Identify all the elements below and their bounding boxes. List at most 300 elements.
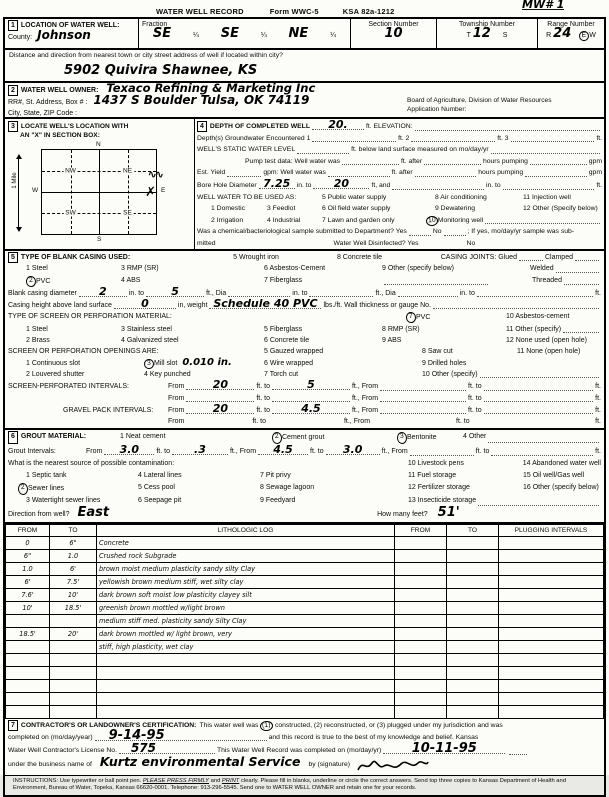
screen-item-6: 6 Concrete tile xyxy=(264,337,310,345)
litho-desc: brown moist medium plasticity sandy silty Clay xyxy=(97,562,395,575)
direction-value: East xyxy=(77,504,110,520)
casing-item-2: PVC xyxy=(36,277,51,285)
agency-name: Board of Agriculture, Division of Water Resources xyxy=(407,97,552,104)
from-label: From xyxy=(168,418,185,426)
cert-text-2b: and this record is true to the best of my knowledge and belief. Kansas xyxy=(268,734,479,742)
screen-intervals-label: SCREEN-PERFORATED INTERVALS: xyxy=(8,383,129,391)
contam-item-8: 8 Sewage lagoon xyxy=(260,484,315,492)
contam-item-5: 5 Cess pool xyxy=(138,484,175,492)
bore-diameter-value: 7.25 xyxy=(263,176,291,190)
ft-to-label: ft. to xyxy=(468,383,482,391)
use-item-11: 11 Injection well xyxy=(523,193,571,201)
plug-to xyxy=(447,601,499,614)
dotted-blank xyxy=(392,187,484,190)
grout-item-2-circled: 2 xyxy=(271,432,282,445)
owner-name: Texaco Refining & Marketing Inc xyxy=(106,81,316,95)
plug-to xyxy=(447,640,499,653)
screen-item-7: PVC xyxy=(416,314,431,322)
plug-to xyxy=(447,614,499,627)
litho-row-empty xyxy=(6,705,604,718)
section-1-number: 1 xyxy=(8,20,18,31)
openings-item-9: 9 Drilled holes xyxy=(422,359,467,367)
well-location-scribble: ∿∿ xyxy=(147,168,162,182)
ft-label: ft. xyxy=(595,394,601,402)
plug-to xyxy=(447,575,499,588)
dotted-blank xyxy=(484,411,594,414)
openings-item-3: Mill slot xyxy=(154,359,178,367)
section-grid xyxy=(41,149,162,235)
slot-size-value: 0.010 in. xyxy=(182,356,232,368)
litho-to xyxy=(50,692,97,705)
casing-welded-label: Welded xyxy=(530,265,554,273)
use-item-3: 3 Feedlot xyxy=(267,205,296,213)
quadrant-sw: SW xyxy=(65,209,76,217)
gpm-label: gpm xyxy=(588,169,603,177)
openings-item-1: 1 Continuous slot xyxy=(26,359,81,367)
litho-desc: dark brown mottled w/ light brown, very xyxy=(97,627,395,640)
compass-south: S xyxy=(97,236,102,243)
dotted-blank xyxy=(477,294,593,297)
ft-to-label: ft. to xyxy=(475,447,490,455)
dotted-blank xyxy=(410,453,474,456)
use-item-9: 9 Dewatering xyxy=(435,205,476,213)
form-number: Form WWC-5 xyxy=(269,7,319,16)
instructions-and: and xyxy=(210,777,221,784)
dotted-blank xyxy=(491,151,600,154)
dotted-blank xyxy=(491,453,593,456)
plug-desc xyxy=(499,666,604,679)
screen-item-2: 2 Brass xyxy=(26,337,50,345)
direction-label: Direction from well? xyxy=(8,510,70,518)
use-item-5: 5 Public water supply xyxy=(322,193,387,201)
screen-item-10: 10 Asbestos-cement xyxy=(506,313,570,321)
static-level-suffix: ft. below land surface measured on mo/day/yr xyxy=(351,146,489,154)
screen-item-4: 4 Galvanized steel xyxy=(121,337,179,345)
ft-from-label: ft., From xyxy=(351,383,379,391)
grout-item-1: 1 Neat cement xyxy=(120,433,166,441)
quadrant-nw: NW xyxy=(65,167,76,175)
compass-west: W xyxy=(32,187,39,194)
screen-interval-from: 20 xyxy=(212,378,228,392)
plug-from xyxy=(395,614,447,627)
pump-test-label: Pump test data: Well water was xyxy=(245,157,341,165)
grout-item-3-circled: 3 xyxy=(396,432,407,445)
township-s: S xyxy=(502,32,508,39)
casing-weight-value: Schedule 40 PVC xyxy=(213,297,318,311)
casing-clamped-label: Clamped xyxy=(544,254,573,261)
range-label: Range Number xyxy=(547,21,595,28)
contam-item-9: 9 Feedyard xyxy=(260,497,296,505)
grout-section xyxy=(5,430,604,523)
dotted-blank xyxy=(480,375,599,378)
form-body xyxy=(3,17,606,797)
ft-to-label: ft. to xyxy=(256,383,270,391)
casing-item-8: 8 Concrete tile xyxy=(336,254,383,261)
openings-title: SCREEN OR PERFORATION OPENINGS ARE: xyxy=(8,348,159,356)
ft-from-label: ft., From xyxy=(343,418,371,426)
grout-item-4: 4 Other xyxy=(463,433,487,441)
openings-item-7: 7 Torch cut xyxy=(264,370,299,378)
litho-row-empty xyxy=(6,653,604,666)
contam-item-16: 16 Other (specify below) xyxy=(523,484,599,492)
ft-to-label: ft. to xyxy=(252,418,266,426)
dotted-blank xyxy=(485,221,600,224)
screen-item-12: 12 None used (open hole) xyxy=(506,337,587,345)
dotted-blank xyxy=(384,282,488,285)
plug-desc xyxy=(499,692,604,705)
plug-to xyxy=(447,536,499,549)
use-item-12: 12 Other (Specify below) xyxy=(523,205,598,213)
casing-item-2-circled: 2 xyxy=(26,275,37,287)
litho-from xyxy=(6,666,50,679)
casing-item-6: 6 Asbestos-Cement xyxy=(264,265,326,273)
gravel-interval-from: 20 xyxy=(212,401,228,415)
dotted-blank xyxy=(563,330,599,333)
cert-title: CONTRACTOR'S OR LANDOWNER'S CERTIFICATION: xyxy=(20,721,197,729)
section-number-box xyxy=(351,19,437,48)
certification-section xyxy=(5,719,604,774)
dotted-blank xyxy=(227,174,261,177)
ft-to-label: ft. to xyxy=(256,394,270,402)
dotted-blank xyxy=(415,128,600,131)
plug-to xyxy=(447,692,499,705)
blank-diameter-in: 2 xyxy=(99,284,107,298)
quarter-glyph-2: ¼ xyxy=(260,32,267,39)
location-box xyxy=(5,19,139,48)
litho-from xyxy=(6,640,50,653)
in-to-label: in. to xyxy=(459,289,475,297)
litho-desc: yellowish brown medium stiff, wet silty clay xyxy=(97,575,395,588)
litho-from: 1.0 xyxy=(6,562,50,575)
township-value: 12 xyxy=(472,26,491,41)
cert-license-label: Water Well Contractor's License No. xyxy=(8,747,117,755)
litho-from: 10' xyxy=(6,601,50,614)
groundwater-label: Depth(s) Groundwater Encountered 1 xyxy=(197,134,311,142)
ft-after-label: ft. after xyxy=(391,169,413,177)
range-value: 24 xyxy=(553,26,572,41)
disinfected-question: Water Well Disinfected? Yes xyxy=(333,239,419,247)
in-to-label: in. to xyxy=(128,289,145,297)
ft-after-label: ft. after xyxy=(400,157,423,165)
compass-north: N xyxy=(96,141,101,148)
gpm-label: gpm xyxy=(588,157,603,165)
dotted-blank xyxy=(484,399,594,402)
instructions-block xyxy=(5,775,604,796)
contam-item-13: 13 Insecticide storage xyxy=(408,497,477,505)
blank-diameter-ft: 5 xyxy=(171,284,179,298)
application-number-label: Application Number: xyxy=(407,106,467,113)
in-to-label: in. to xyxy=(292,289,308,297)
fraction-value-1: SE xyxy=(152,26,172,41)
instructions-press-firmly: PLEASE PRESS FIRMLY xyxy=(142,777,209,784)
distance-value: 5902 Quivira Shawnee, KS xyxy=(64,63,258,78)
sample-no-label: No xyxy=(432,228,442,236)
dotted-blank xyxy=(525,174,587,177)
litho-to xyxy=(50,653,97,666)
plug-desc xyxy=(499,549,604,562)
plug-from xyxy=(395,679,447,692)
plug-desc xyxy=(499,653,604,666)
plug-desc xyxy=(499,627,604,640)
section-4-number: 4 xyxy=(197,121,207,132)
compass-east: E xyxy=(161,187,166,194)
litho-row xyxy=(6,640,604,653)
agency-block xyxy=(407,96,552,114)
screen-item-8: 8 RMP (SR) xyxy=(382,325,420,333)
plug-to xyxy=(447,588,499,601)
plug-desc xyxy=(499,575,604,588)
litho-row-empty xyxy=(6,666,604,679)
from-label: From xyxy=(168,394,185,402)
locate-title-1: LOCATE WELL'S LOCATION WITH xyxy=(20,123,129,130)
sample-question: Was a chemical/bacteriological sample submitted to Department? Yes xyxy=(197,228,407,236)
sample-mitted: mitted xyxy=(197,239,216,247)
section-2-number: 2 xyxy=(8,85,18,96)
litho-desc xyxy=(97,679,395,692)
section-7-number: 7 xyxy=(8,720,18,731)
fraction-label: Fraction xyxy=(142,21,168,28)
dotted-blank xyxy=(297,151,349,154)
ft-label: ft. xyxy=(595,447,601,455)
plug-desc xyxy=(499,679,604,692)
dotted-blank xyxy=(530,162,587,165)
litho-to xyxy=(50,614,97,627)
plug-desc xyxy=(499,588,604,601)
col-to: TO xyxy=(50,524,97,536)
dotted-blank xyxy=(380,411,466,414)
ft-and-label: ft, and xyxy=(371,181,391,189)
cert-completed-label: completed on (mo/day/year) xyxy=(8,734,93,742)
contam-item-2: Sewer lines xyxy=(28,485,65,493)
use-item-1: 1 Domestic xyxy=(211,205,245,213)
gravel-interval-to: 4.5 xyxy=(301,401,321,415)
use-item-8: 8 Air conditioning xyxy=(435,193,487,201)
range-r: R xyxy=(546,32,552,39)
well-location-x-mark: ✗ xyxy=(145,185,156,201)
contam-item-1: 1 Septic tank xyxy=(26,472,67,480)
dotted-blank xyxy=(488,440,599,443)
plug-desc xyxy=(499,601,604,614)
grout-interval-1-to: .3 xyxy=(194,442,206,456)
est-yield-label: Est. Yield xyxy=(197,169,226,177)
cert-completed-date: 9-14-95 xyxy=(108,728,165,744)
litho-desc xyxy=(97,666,395,679)
dotted-blank xyxy=(444,233,466,236)
quarter-glyph-3: ¼ xyxy=(330,32,337,39)
plug-from xyxy=(395,653,447,666)
locate-title-2: AN "X" IN SECTION BOX: xyxy=(20,132,100,139)
table-header-row xyxy=(6,524,604,536)
fraction-value-3: NE xyxy=(288,26,309,41)
weight-label: in, weight xyxy=(177,302,208,310)
range-w: W xyxy=(589,32,596,39)
dotted-blank xyxy=(503,187,595,190)
ft-label: ft. xyxy=(595,289,601,297)
in-to-label: in. to xyxy=(485,181,501,189)
dotted-blank xyxy=(411,139,495,142)
dotted-blank xyxy=(380,399,466,402)
well-id-handwritten: MW# 1 xyxy=(522,0,565,11)
casing-item-7: 7 Fiberglass xyxy=(264,276,303,284)
plug-desc xyxy=(499,705,604,718)
litho-to: 6" xyxy=(50,536,97,549)
dotted-blank xyxy=(564,282,599,285)
sample-suffix: ; If yes, mo/day/yr sample was sub- xyxy=(467,228,575,236)
quarter-glyph-1: ¼ xyxy=(193,32,199,39)
litho-from xyxy=(6,679,50,692)
cert-text-1a: This water well was xyxy=(199,721,259,729)
plug-from xyxy=(395,562,447,575)
contam-item-3: 3 Watertight sewer lines xyxy=(26,497,101,505)
owner-title: WATER WELL OWNER: xyxy=(20,87,99,94)
litho-from xyxy=(6,692,50,705)
form-header xyxy=(0,0,609,16)
depth-value: 20. xyxy=(328,118,348,131)
wall-thickness-label: lbs./ft. Wall thickness or gauge No. xyxy=(323,302,431,310)
location-title: LOCATION OF WATER WELL: xyxy=(20,22,120,29)
contam-item-12: 12 Fertilizer storage xyxy=(408,484,470,492)
plug-from xyxy=(395,666,447,679)
ft-from-label: ft., From xyxy=(351,406,379,414)
openings-item-3-circled: 3 xyxy=(144,358,155,369)
grout-interval-1-from: 3.0 xyxy=(119,442,140,456)
screen-item-3: 3 Stainless steel xyxy=(121,325,172,333)
mile-label: 1 Mile xyxy=(10,172,18,189)
fraction-box xyxy=(139,19,351,48)
litho-from xyxy=(6,614,50,627)
section-3-number: 3 xyxy=(8,121,18,132)
ft-from-label: ft., From xyxy=(351,394,379,402)
col-from-2: FROM xyxy=(395,524,447,536)
owner-city-label: City, State, ZIP Code : xyxy=(8,110,77,117)
use-item-2: 2 Irrigation xyxy=(211,216,244,224)
contam-item-6: 6 Seepage pit xyxy=(138,497,182,505)
section-box-locator xyxy=(5,119,195,249)
litho-row xyxy=(6,536,604,549)
litho-from: 6" xyxy=(6,549,50,562)
gw-ft3-label: ft. 3 xyxy=(497,134,509,142)
cert-business-name: Kurtz environmental Service xyxy=(99,753,301,769)
litho-desc: Crushed rock Subgrade xyxy=(97,549,395,562)
gravel-intervals-label: GRAVEL PACK INTERVALS: xyxy=(63,406,154,414)
dotted-blank xyxy=(398,294,458,297)
contamination-question: What is the nearest source of possible contamination: xyxy=(8,459,175,467)
casing-height-label: Casing height above land surface xyxy=(8,302,112,310)
from-label: From xyxy=(168,383,185,391)
litho-to: 6' xyxy=(50,562,97,575)
casing-height-value: 0 xyxy=(141,297,149,311)
range-east-circled: E xyxy=(579,31,590,42)
plug-to xyxy=(447,549,499,562)
litho-to xyxy=(50,705,97,718)
litho-row xyxy=(6,601,604,614)
cert-license-value: 575 xyxy=(130,741,157,756)
openings-item-4: 4 Key punched xyxy=(144,370,191,378)
plug-to xyxy=(447,666,499,679)
lithologic-log-table xyxy=(5,524,604,719)
litho-row xyxy=(6,627,604,640)
instructions-e: clearly. Please fill in blanks, underline or circle the correct answers. Send top three copies to Kansas Department of Health and Environment, Bureau of Water, Topeka, Kansas 66620-0001. Telephone: 913-296-5545. Send one to WATER WELL OWNER and retain one for your records. xyxy=(13,777,566,792)
litho-from: 6' xyxy=(6,575,50,588)
distance-label: Distance and direction from nearest town or city street address of well if located within city? xyxy=(9,52,283,59)
litho-desc: medium stiff med. plasticity sandy Silty Clay xyxy=(97,614,395,627)
owner-section xyxy=(5,83,604,119)
section-6-number: 6 xyxy=(8,431,18,443)
instructions-print: PRINT xyxy=(221,777,240,784)
owner-address-label: RR#, St. Address, Box # : xyxy=(8,99,88,106)
grout-title: GROUT MATERIAL: xyxy=(20,433,87,441)
grout-intervals-label: Grout Intervals: xyxy=(8,447,56,455)
from-label: From xyxy=(86,447,103,455)
dotted-blank xyxy=(556,270,599,273)
litho-desc: Concrete xyxy=(97,536,395,549)
hours-pumping-label: hours pumping xyxy=(478,169,524,177)
plug-to xyxy=(447,653,499,666)
dotted-blank xyxy=(309,294,373,297)
signature-scribble-icon xyxy=(356,757,430,773)
depth-label: DEPTH OF COMPLETED WELL xyxy=(209,123,310,130)
openings-item-11: 11 None (open hole) xyxy=(517,348,581,356)
litho-to: 20' xyxy=(50,627,97,640)
section-number-value: 10 xyxy=(384,26,403,41)
litho-row xyxy=(6,614,604,627)
bore-diameter-label: Bore Hole Diameter xyxy=(197,181,257,189)
plug-to xyxy=(447,679,499,692)
dotted-blank xyxy=(478,503,599,506)
mile-arrow-line xyxy=(18,156,19,230)
litho-from: 7.6' xyxy=(6,588,50,601)
dotted-blank xyxy=(509,752,527,755)
dotted-blank xyxy=(415,174,477,177)
ft-dia-label: ft., Dia xyxy=(206,289,227,297)
grid-center-horizontal xyxy=(42,192,156,193)
plug-from xyxy=(395,536,447,549)
litho-from xyxy=(6,705,50,718)
litho-to: 1.0 xyxy=(50,549,97,562)
casing-joints-label: CASING JOINTS: Glued xyxy=(440,254,517,261)
screen-item-9: 9 ABS xyxy=(382,337,402,345)
casing-item-3: 3 RMP (SR) xyxy=(121,265,159,273)
screen-item-5: 5 Fiberglass xyxy=(264,325,303,333)
dotted-blank xyxy=(575,258,599,261)
col-to-2: TO xyxy=(447,524,499,536)
litho-row xyxy=(6,575,604,588)
litho-from: 0 xyxy=(6,536,50,549)
ft-to-label: ft. to xyxy=(310,447,324,455)
screen-material-title: TYPE OF SCREEN OR PERFORATION MATERIAL: xyxy=(8,313,172,321)
yield-wellwater-label: gpm: Well water was xyxy=(263,169,326,177)
casing-section xyxy=(5,251,604,430)
dotted-blank xyxy=(342,162,399,165)
grout-item-3: Bentonite xyxy=(407,434,437,442)
cert-record-label: This Water Well Record was completed on (mo/day/yr) xyxy=(216,747,382,755)
litho-desc xyxy=(97,653,395,666)
township-t: T xyxy=(466,32,471,39)
plug-to xyxy=(447,562,499,575)
use-title: WELL WATER TO BE USED AS: xyxy=(197,193,297,201)
cert-constructed-circled: (1) xyxy=(260,720,273,731)
ft-to-label: ft. to xyxy=(456,418,470,426)
static-level-label: WELL'S STATIC WATER LEVEL xyxy=(197,146,296,154)
feet-value: 51' xyxy=(437,504,460,520)
litho-desc: stiff, high plasticity, wet clay xyxy=(97,640,395,653)
dotted-blank xyxy=(511,139,595,142)
ft-to-label: ft. to xyxy=(468,394,482,402)
fraction-value-2: SE xyxy=(220,26,239,41)
gw-ft-label: ft. xyxy=(596,134,602,142)
litho-row-empty xyxy=(6,679,604,692)
bore-depth-value: 20 xyxy=(333,176,350,190)
